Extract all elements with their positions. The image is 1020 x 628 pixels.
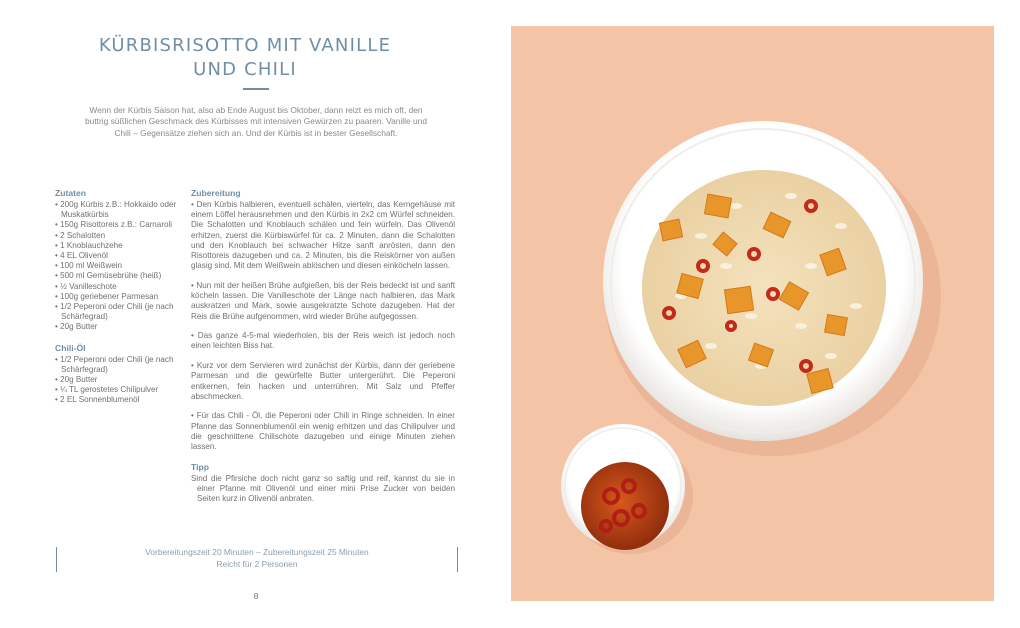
tip-heading: Tipp: [191, 461, 209, 472]
preparation-step: • Für das Chili - Öl, die Peperoni oder Chili in Ringe schneiden. In einer Pfanne das Sonnenblumenöl ein wenig erhitzen und das Chilipulver und die geschnittene Chilischote dazugeben und einige Minuten ziehen lassen.: [191, 411, 455, 452]
ingredient-item: • 100 ml Weißwein: [55, 261, 187, 271]
ingredient-item: • 100g geriebener Parmesan: [55, 292, 187, 302]
dish-illustration: [511, 26, 994, 601]
recipe-title-line2: UND CHILI: [193, 59, 297, 80]
recipe-footer: [56, 547, 458, 572]
chili-oil-heading: Chili-Öl: [55, 342, 86, 353]
chili-oil-item: • 1/2 Peperoni oder Chili (je nach Schärfegrad): [55, 355, 187, 375]
ingredient-item: • 20g Butter: [55, 322, 187, 332]
ingredient-item: • 200g Kürbis z.B.: Hokkaido oder Muskatkürbis: [55, 200, 187, 220]
prep-times: Vorbereitungszeit 20 Minuten – Zubereitungszeit 25 Minuten: [145, 547, 369, 557]
dish-photo: [511, 26, 994, 601]
chili-oil-item: • ¼ TL gerostetes Chilipulver: [55, 385, 187, 395]
ingredients-heading: Zutaten: [55, 188, 87, 198]
ingredient-item: • 2 Schalotten: [55, 231, 187, 241]
ingredient-item: • 1/2 Peperoni oder Chili (je nach Schärfegrad): [55, 302, 187, 322]
preparation-step: • Kurz vor dem Servieren wird zunächst der Kürbis, dann der geriebene Parmesan und die gewürfelte Butter untergerührt. Die Peperoni entkernen, fein hacken und unterrühren. Mit Salz und Pfeffer abschmecken.: [191, 361, 455, 401]
chili-oil-item: • 2 EL Sonnenblumenöl: [55, 395, 187, 405]
ingredient-item: • 4 EL Olivenöl: [55, 251, 187, 261]
chili-oil-list: [55, 355, 187, 406]
page-number: 8: [253, 592, 259, 601]
ingredient-item: • 1 Knoblauchzehe: [55, 241, 187, 251]
chili-oil: [581, 462, 669, 550]
recipe-intro: Wenn der Kürbis Saison hat, also ab Ende August bis Oktober, dann reizt es mich oft, den buttrig süßlichen Geschmack des Kürbisses mit intensiven Gewürzen zu paaren. Vanille und Chili – Gegensätze ziehen sich an. Und der Kürbis ist in bester Gesellschaft.: [85, 105, 427, 138]
preparation-steps: [191, 200, 455, 452]
tip-text: Sind die Pfirsiche doch nicht ganz so saftig und reif, kannst du sie in einer Pfanne mit Olivenöl und einer mini Prise Zucker von beiden Seiten kurz in Olivenöl anbraten.: [191, 473, 455, 504]
chili-oil-item: • 20g Butter: [55, 375, 187, 385]
preparation-step: • Das ganze 4-5-mal wiederholen, bis der Reis weich ist jedoch noch einen leichten Biss hat.: [191, 331, 455, 351]
ingredients-column: [55, 188, 187, 406]
ingredient-item: • ½ Vanilleschote: [55, 282, 187, 292]
recipe-title-line1: KÜRBISRISOTTO MIT VANILLE: [98, 35, 392, 56]
recipe-title: [60, 34, 430, 82]
preparation-heading: Zubereitung: [191, 188, 241, 198]
ingredient-item: • 150g Risottoreis z.B.: Carnaroli: [55, 220, 187, 230]
title-divider: [243, 88, 269, 90]
ingredients-list: [55, 200, 187, 333]
servings: Reicht für 2 Personen: [216, 558, 298, 569]
ingredient-item: • 500 ml Gemüsebrühe (heiß): [55, 271, 187, 281]
preparation-step: • Den Kürbis halbieren, eventuell schälen, vierteln, das Kerngehäuse mit einem Löffel herausnehmen und den Kürbis in 2x2 cm Würfel schneiden. Die Schalotten und Knoblauch schälen und fein würfeln. Das Olivenöl erhitzen, zuerst die Kürbiswürfel für ca. 2 Minuten, dann die Schalotten und den Knoblauch bei schwacher Hitze sanft anrösten, dann den Risottoreis dazugeben und ca. 2 Minuten, bis die Reiskörner von außen glasig sind. Mit dem Weißwein ablöschen und diesen einköcheln lassen.: [191, 200, 455, 271]
preparation-column: [191, 188, 455, 504]
preparation-step: • Nun mit der heißen Brühe aufgießen, bis der Reis bedeckt ist und sanft köcheln lassen. Die Vanilleschote der Länge nach halbieren, das Mark auskratzen und Mark, sowie ausgekratzte Schote dazugeben. Hat der Reis die Brühe aufgenommen, wird wieder Brühe aufgegossen.: [191, 280, 455, 321]
